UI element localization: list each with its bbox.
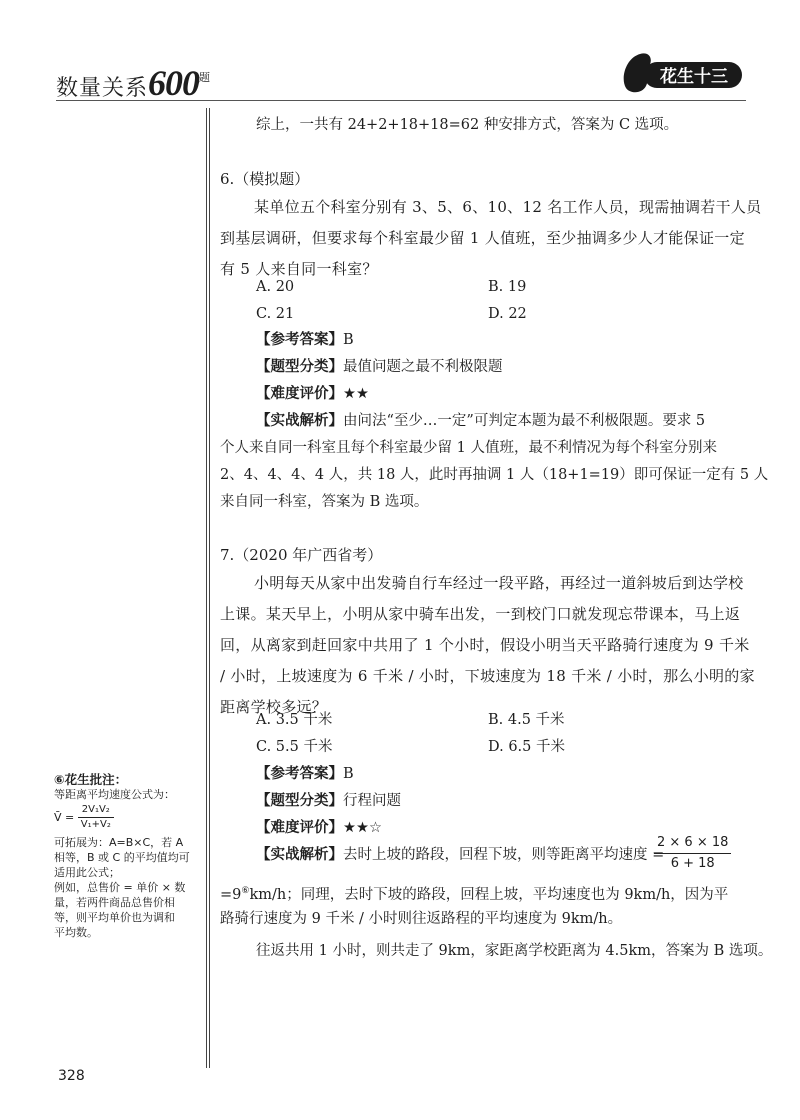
q7-fraction-denominator: 6 + 18	[670, 856, 715, 871]
q6-answer-value: B	[343, 332, 354, 348]
peanut-logo-icon	[616, 48, 748, 96]
q7-difficulty-label: 【难度评价】	[256, 819, 343, 836]
q7-line-5: 距离学校多远？	[220, 698, 328, 716]
sidenote-line-4: 例如，总售价 = 单价 × 数	[54, 881, 186, 894]
q7-option-b: B. 4.5 千米	[488, 712, 565, 728]
q7-difficulty	[256, 815, 382, 841]
q7-type-label: 【题型分类】	[256, 792, 343, 809]
sidenote-line-2: 相等，B 或 C 的平均值均可	[54, 851, 190, 864]
sidenote-formula-numerator: 2V₁V₂	[78, 803, 114, 818]
sidenote-line-5: 量，若两件商品总售价相	[54, 896, 175, 909]
q7-line-2: 上课。某天早上，小明从家中骑车出发，一到校门口就发现忘带课本，马上返	[220, 605, 741, 623]
margin-rule	[206, 108, 207, 1068]
q6-line-1: 某单位五个科室分别有 3、5、6、10、12 名工作人员，现需抽调若干人员	[254, 198, 762, 216]
q7-analysis-line-2	[220, 878, 728, 908]
q6-analysis-label: 【实战解析】	[256, 412, 343, 429]
q5-conclusion: 综上，一共有 24+2+18+18=62 种安排方式，答案为 C 选项。	[256, 117, 679, 133]
q6-line-3: 有 5 人来自同一科室？	[220, 260, 378, 278]
q7-option-c: C. 5.5 千米	[256, 739, 333, 755]
q6-type-label: 【题型分类】	[256, 358, 343, 375]
q6-analysis-line-3: 2、4、4、4、4 人，共 18 人，此时再抽调 1 人（18+1=19）即可保证一定有 5 人	[220, 467, 769, 483]
q7-analysis-first: 去时上坡的路段，回程下坡，则等距离平均速度 =	[343, 847, 665, 863]
brand-text: 花生十三	[660, 67, 728, 87]
q7-speed-fraction	[654, 833, 731, 874]
q6-option-c: C. 21	[256, 306, 295, 322]
q7-footnote-mark: ⑥	[241, 886, 250, 896]
q7-analysis-line-3: 路骑行速度为 9 千米 / 小时则往返路程的平均速度为 9km/h。	[220, 911, 623, 927]
q7-type-value: 行程问题	[343, 793, 401, 809]
book-title-text: 数量关系	[56, 76, 149, 101]
q7-analysis-eq: =9	[220, 886, 242, 903]
q6-type	[256, 354, 503, 380]
brand-logo	[616, 48, 748, 96]
q7-answer-label: 【参考答案】	[256, 765, 343, 782]
q7-answer	[256, 761, 354, 787]
q7-line-4: / 小时，上坡速度为 6 千米 / 小时，下坡速度为 18 千米 / 小时，那么小明的家	[220, 667, 755, 685]
q6-option-d: D. 22	[488, 306, 527, 322]
q6-analysis-line-4: 来自同一科室，答案为 B 选项。	[220, 494, 429, 510]
q7-difficulty-stars: ★★☆	[343, 820, 382, 836]
q7-analysis-label: 【实战解析】	[256, 846, 343, 863]
q6-answer-label: 【参考答案】	[256, 331, 343, 348]
sidenote-formula-intro: 等距离平均速度公式为：	[54, 788, 175, 801]
sidenote-line-6: 等，则平均单价也为调和	[54, 911, 175, 924]
book-title-suffix: 题	[199, 71, 212, 84]
q6-analysis-line-1	[256, 408, 705, 434]
sidenote-formula-denominator: V₁+V₂	[80, 819, 111, 830]
sidenote-line-7: 平均数。	[54, 926, 98, 939]
sidenote-formula	[54, 803, 114, 832]
sidenote-title: ⑥花生批注：	[54, 772, 128, 787]
q7-analysis-line-1	[256, 842, 664, 868]
book-title	[56, 62, 211, 104]
margin-rule-inner	[209, 108, 210, 1068]
q6-option-b: B. 19	[488, 279, 527, 295]
q6-difficulty-label: 【难度评价】	[256, 385, 343, 402]
page-number: 328	[58, 1068, 85, 1084]
q7-analysis-second: km/h；同理，去时下坡的路段，回程上坡，平均速度也为 9km/h，因为平	[249, 886, 729, 903]
sidenote-line-1: 可拓展为：A=B×C，若 A	[54, 836, 184, 849]
q7-line-3: 回，从离家到赶回家中共用了 1 个小时，假设小明当天平路骑行速度为 9 千米	[220, 636, 750, 654]
q7-type	[256, 788, 401, 814]
q7-option-d: D. 6.5 千米	[488, 739, 565, 755]
q6-answer	[256, 327, 354, 353]
q6-option-a: A. 20	[256, 279, 295, 295]
q6-analysis-first: 由问法“至少…一定”可判定本题为最不利极限题。要求 5	[343, 413, 706, 429]
q7-conclusion: 往返共用 1 小时，则共走了 9km，家距离学校距离为 4.5km，答案为 B 选项。	[256, 943, 773, 959]
q7-fraction-numerator: 2 × 6 × 18	[654, 833, 731, 854]
q6-line-2: 到基层调研，但要求每个科室最少留 1 人值班，至少抽调多少人才能保证一定	[220, 229, 745, 247]
q7-heading: 7.（2020 年广西省考）	[220, 546, 383, 564]
q6-heading: 6.（模拟题）	[220, 170, 310, 188]
q6-difficulty	[256, 381, 369, 407]
q7-answer-value: B	[343, 766, 354, 782]
sidenote-line-3: 适用此公式；	[54, 866, 120, 879]
header-rule	[56, 100, 746, 101]
q6-analysis-line-2: 个人来自同一科室且每个科室最少留 1 人值班，最不利情况为每个科室分别来	[220, 440, 717, 456]
sidenote-formula-lhs: V̄ =	[54, 810, 75, 824]
q7-line-1: 小明每天从家中出发骑自行车经过一段平路，再经过一道斜坡后到达学校	[254, 574, 744, 592]
book-title-number: 600	[148, 63, 200, 103]
q6-type-value: 最值问题之最不利极限题	[343, 359, 503, 375]
q7-option-a: A. 3.5 千米	[256, 712, 333, 728]
q6-difficulty-stars: ★★	[343, 386, 369, 402]
